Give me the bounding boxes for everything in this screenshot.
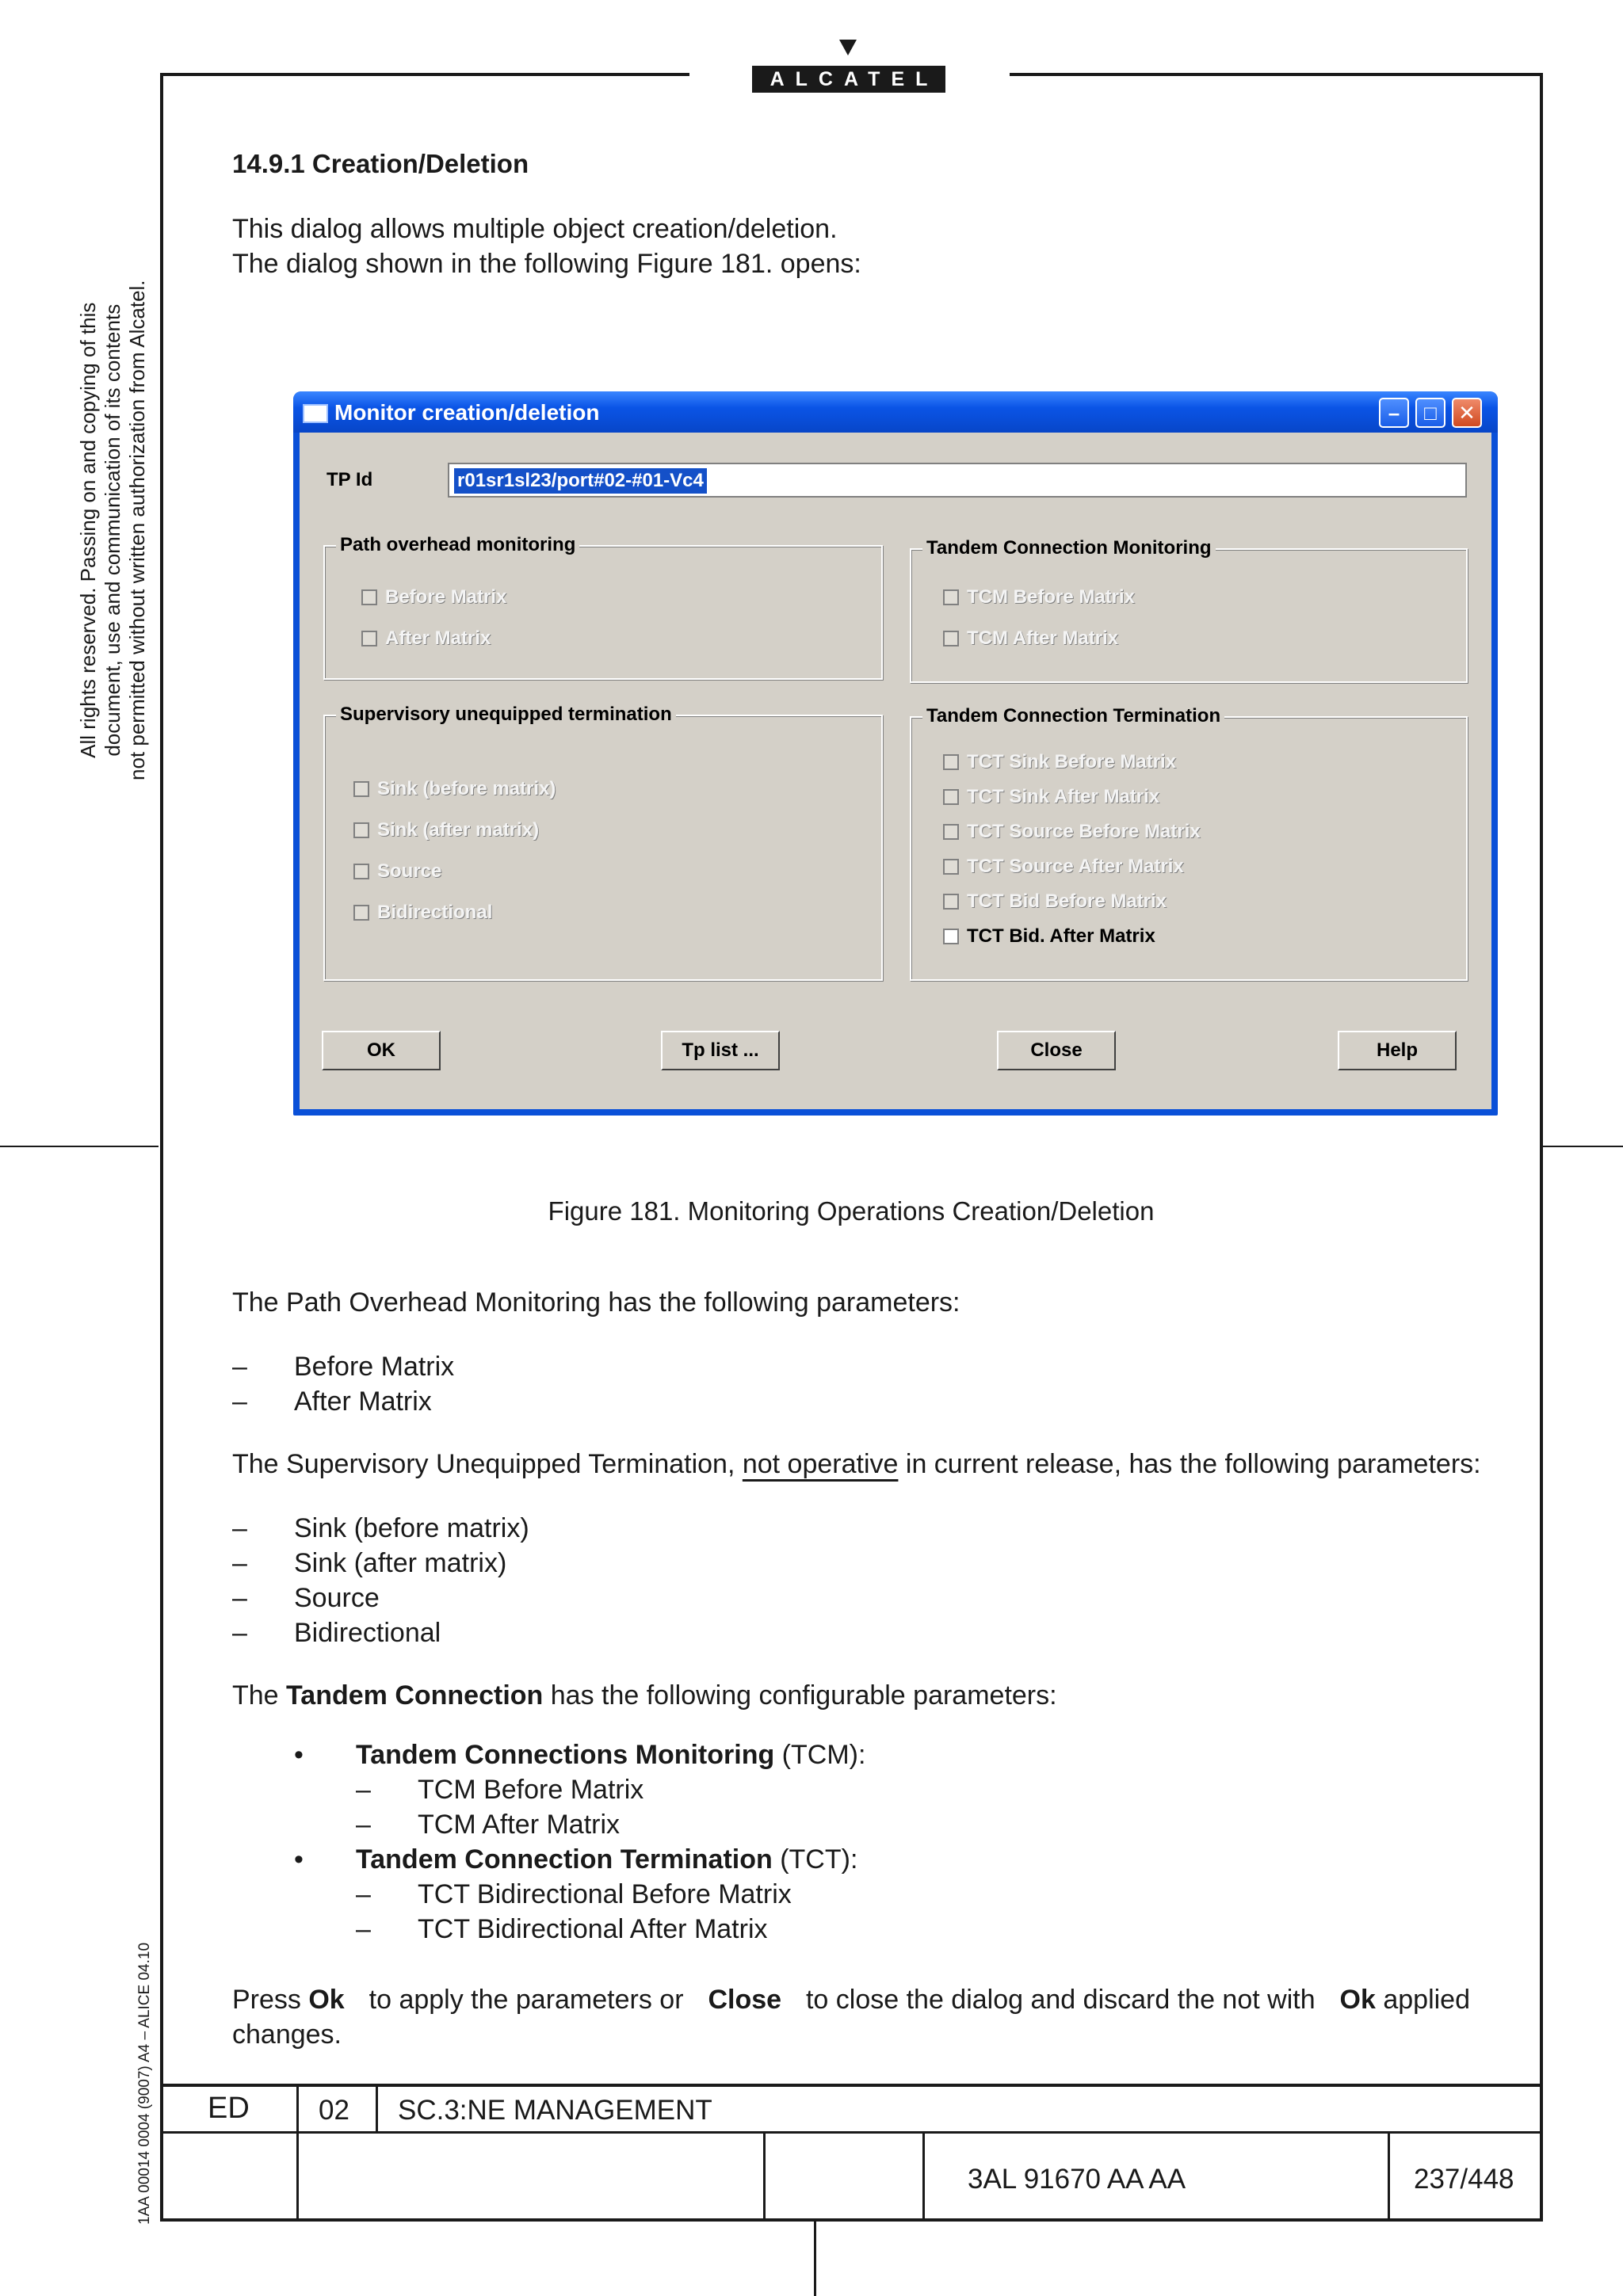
checkbox-tct-source-before[interactable]: TCT Source Before Matrix (943, 821, 1201, 843)
footer-col-3 (763, 2131, 766, 2222)
alcatel-logo: ALCATEL (752, 66, 945, 93)
dialog-titlebar[interactable] (293, 391, 1498, 433)
checkbox-sink-before[interactable]: Sink (before matrix) (353, 778, 556, 800)
footer-col-2 (376, 2084, 378, 2133)
checkbox-tct-bid-after[interactable]: TCT Bid. After Matrix (943, 925, 1155, 948)
group-supervisory (323, 704, 883, 981)
sut-intro: The Supervisory Unequipped Termination, not operative in current release, has the following parameters: (232, 1449, 1481, 1479)
footer-col-4 (922, 2131, 925, 2222)
footer-doc-ref: 3AL 91670 AA AA (968, 2164, 1186, 2195)
checkbox-before-matrix[interactable]: Before Matrix (361, 586, 506, 608)
footer-ed-value: 02 (319, 2095, 349, 2126)
bullet: • (294, 1844, 304, 1875)
maximize-icon[interactable]: □ (1415, 398, 1445, 428)
window-icon (303, 404, 328, 423)
frame-top-right (1010, 73, 1543, 76)
rights-line-1: All rights reserved. Passing on and copying of this (76, 302, 100, 758)
rights-notice (76, 280, 150, 780)
fold-mark-right (1543, 1146, 1623, 1147)
footer-page: 237/448 (1414, 2164, 1514, 2195)
bullet: • (294, 1740, 304, 1770)
document-code: 1AA 00014 0004 (9007) A4 – ALICE 04.10 (136, 1942, 153, 2225)
sut-item-3: Source (294, 1583, 380, 1613)
tc-intro: The Tandem Connection has the following configurable parameters: (232, 1680, 1057, 1711)
group-tcm (910, 537, 1468, 683)
sut-item-4: Bidirectional (294, 1618, 441, 1648)
list-dash: – (356, 1810, 371, 1840)
tp-id-field[interactable] (448, 463, 1467, 498)
footer-chapter: SC.3:NE MANAGEMENT (398, 2095, 712, 2126)
checkbox-after-matrix[interactable]: After Matrix (361, 627, 491, 650)
pom-intro: The Path Overhead Monitoring has the following parameters: (232, 1287, 960, 1318)
dialog-client (300, 433, 1491, 1109)
dialog-title: Monitor creation/deletion (334, 400, 600, 425)
group-supervisory-title: Supervisory unequipped termination (336, 704, 676, 726)
section-heading: 14.9.1 Creation/Deletion (232, 149, 529, 178)
checkbox-tct-bid-before[interactable]: TCT Bid Before Matrix (943, 891, 1167, 913)
monitor-dialog (293, 391, 1498, 1116)
list-dash: – (232, 1548, 247, 1578)
minimize-icon[interactable]: – (1379, 398, 1409, 428)
pom-item-1: Before Matrix (294, 1352, 455, 1382)
press-line-1: Press Ok to apply the parameters or Close to close the dialog and discard the not with Ok applied (232, 1985, 1470, 2015)
ok-button[interactable]: OK (322, 1031, 441, 1070)
list-dash: – (232, 1386, 247, 1417)
tct-heading: Tandem Connection Termination (TCT): (356, 1844, 858, 1875)
close-button[interactable]: Close (997, 1031, 1116, 1070)
sut-item-1: Sink (before matrix) (294, 1513, 529, 1543)
rights-line-2: document, use and communication of its contents (101, 303, 124, 757)
footer-mid-rule (160, 2131, 1543, 2134)
tct-item-2: TCT Bidirectional After Matrix (418, 1914, 768, 1944)
group-path-overhead-title: Path overhead monitoring (336, 534, 579, 556)
checkbox-tct-source-after[interactable]: TCT Source After Matrix (943, 856, 1184, 878)
tct-item-1: TCT Bidirectional Before Matrix (418, 1879, 792, 1909)
close-window-icon[interactable]: ✕ (1452, 398, 1482, 428)
checkbox-source[interactable]: Source (353, 860, 441, 883)
frame-top-left (160, 73, 689, 76)
footer-stem (814, 2222, 816, 2296)
press-line-2: changes. (232, 2019, 342, 2050)
footer-top-rule (160, 2084, 1543, 2087)
sut-item-2: Sink (after matrix) (294, 1548, 507, 1578)
footer-col-1 (296, 2084, 299, 2222)
pom-item-2: After Matrix (294, 1386, 432, 1417)
footer-col-5 (1388, 2131, 1390, 2222)
tcm-item-2: TCM After Matrix (418, 1810, 621, 1840)
list-dash: – (232, 1352, 247, 1382)
list-dash: – (356, 1879, 371, 1909)
tp-id-label: TP Id (327, 469, 373, 490)
intro-line-2: The dialog shown in the following Figure 181. opens: (232, 249, 861, 279)
fold-mark-left (0, 1146, 158, 1147)
group-tct-title: Tandem Connection Termination (922, 705, 1224, 727)
list-dash: – (232, 1513, 247, 1543)
checkbox-bidirectional[interactable]: Bidirectional (353, 902, 492, 924)
group-tct (910, 705, 1468, 981)
tp-list-button[interactable]: Tp list ... (661, 1031, 780, 1070)
figure-caption: Figure 181. Monitoring Operations Creation/Deletion (548, 1196, 1155, 1226)
frame-right (1540, 73, 1543, 2222)
group-tcm-title: Tandem Connection Monitoring (922, 537, 1216, 559)
rights-line-3: not permitted without written authorization from Alcatel. (125, 280, 149, 780)
logo-triangle-icon (839, 40, 857, 55)
checkbox-tct-sink-after[interactable]: TCT Sink After Matrix (943, 786, 1159, 808)
checkbox-tcm-before-matrix[interactable]: TCM Before Matrix (943, 586, 1135, 608)
checkbox-tcm-after-matrix[interactable]: TCM After Matrix (943, 627, 1118, 650)
tp-id-value: r01sr1sl23/port#02-#01-Vc4 (454, 468, 707, 494)
checkbox-tct-sink-before[interactable]: TCT Sink Before Matrix (943, 751, 1176, 773)
intro-line-1: This dialog allows multiple object creation/deletion. (232, 214, 838, 244)
footer-bottom-rule (160, 2218, 1543, 2222)
group-path-overhead (323, 534, 883, 680)
footer-ed-label: ED (208, 2092, 250, 2125)
help-button[interactable]: Help (1338, 1031, 1457, 1070)
tcm-item-1: TCM Before Matrix (418, 1775, 644, 1805)
list-dash: – (356, 1914, 371, 1944)
list-dash: – (232, 1618, 247, 1648)
tcm-heading: Tandem Connections Monitoring (TCM): (356, 1740, 866, 1770)
frame-left (160, 73, 163, 2222)
list-dash: – (232, 1583, 247, 1613)
list-dash: – (356, 1775, 371, 1805)
checkbox-sink-after[interactable]: Sink (after matrix) (353, 819, 539, 841)
